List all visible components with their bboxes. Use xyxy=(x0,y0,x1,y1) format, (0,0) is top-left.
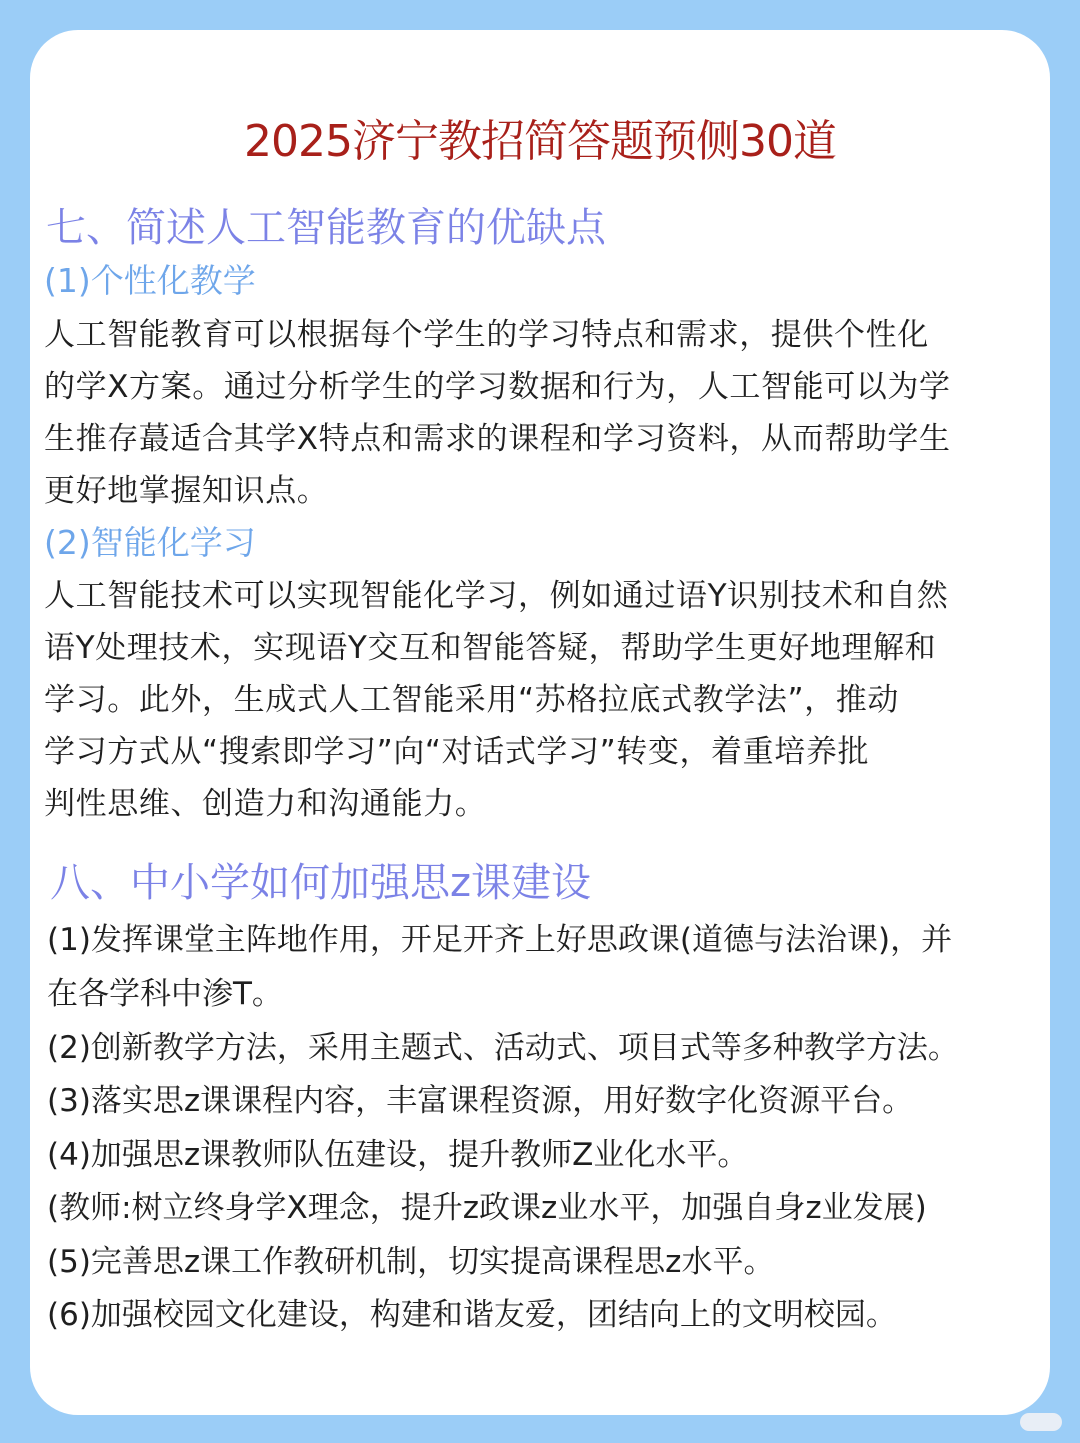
list-item: (4)加强思z课教师队伍建设，提升教师Z业化水平。 xyxy=(47,1137,749,1173)
list-item: (2)创新教学方法，采用主题式、活动式、项目式等多种教学方法。 xyxy=(47,1030,959,1066)
paragraph-line: 学习方式从“搜索即学习”向“对话式学习”转变，着重培养批 xyxy=(44,734,870,770)
list-item: (3)落实思z课课程内容，丰富课程资源，用好数字化资源平台。 xyxy=(47,1083,914,1119)
paragraph-line: 生推存蕞适合其学X特点和需求的课程和学习资料，从而帮助学生 xyxy=(44,421,951,457)
list-item: (教师:树立终身学X理念，提升z政课z业水平，加强自身z业发展) xyxy=(47,1190,927,1226)
paragraph-line: 更好地掌握知识点。 xyxy=(44,473,329,509)
paragraph-line: 人工智能教育可以根据每个学生的学习特点和需求，提供个性化 xyxy=(44,317,929,353)
content-card xyxy=(30,30,1050,1415)
list-item: (5)完善思z课工作教研机制，切实提高课程思z水平。 xyxy=(47,1244,775,1280)
section-seven-heading: 七、简述人工智能教育的优缺点 xyxy=(46,205,606,251)
sub-heading-personalized-teaching: (1)个性化教学 xyxy=(44,261,256,300)
paragraph-line: 学习。此外，生成式人工智能采用“苏格拉底式教学法”，推动 xyxy=(44,682,899,718)
paragraph-line: 的学X方案。通过分析学生的学习数据和行为，人工智能可以为学 xyxy=(44,369,951,405)
list-item: (1)发挥课堂主阵地作用，开足开齐上好思政课(道德与法治课)，并 xyxy=(47,922,953,958)
paragraph-line: 人工智能技术可以实现智能化学习，例如通过语Y识别技术和自然 xyxy=(44,578,949,614)
paragraph-line: 语Y处理技术，实现语Y交互和智能答疑，帮助学生更好地理解和 xyxy=(44,630,937,666)
section-eight-heading: 八、中小学如何加强思z课建设 xyxy=(50,860,591,906)
list-item: (6)加强校园文化建设，构建和谐友爱，团结向上的文明校园。 xyxy=(47,1297,897,1333)
watermark-badge xyxy=(1020,1413,1062,1431)
page-title: 2025济宁教招简答题预侧30道 xyxy=(244,116,836,167)
paragraph-line: 判性思维、创造力和沟通能力。 xyxy=(44,786,487,822)
sub-heading-intelligent-learning: (2)智能化学习 xyxy=(44,523,256,562)
list-item: 在各学科中渗T。 xyxy=(47,976,283,1012)
